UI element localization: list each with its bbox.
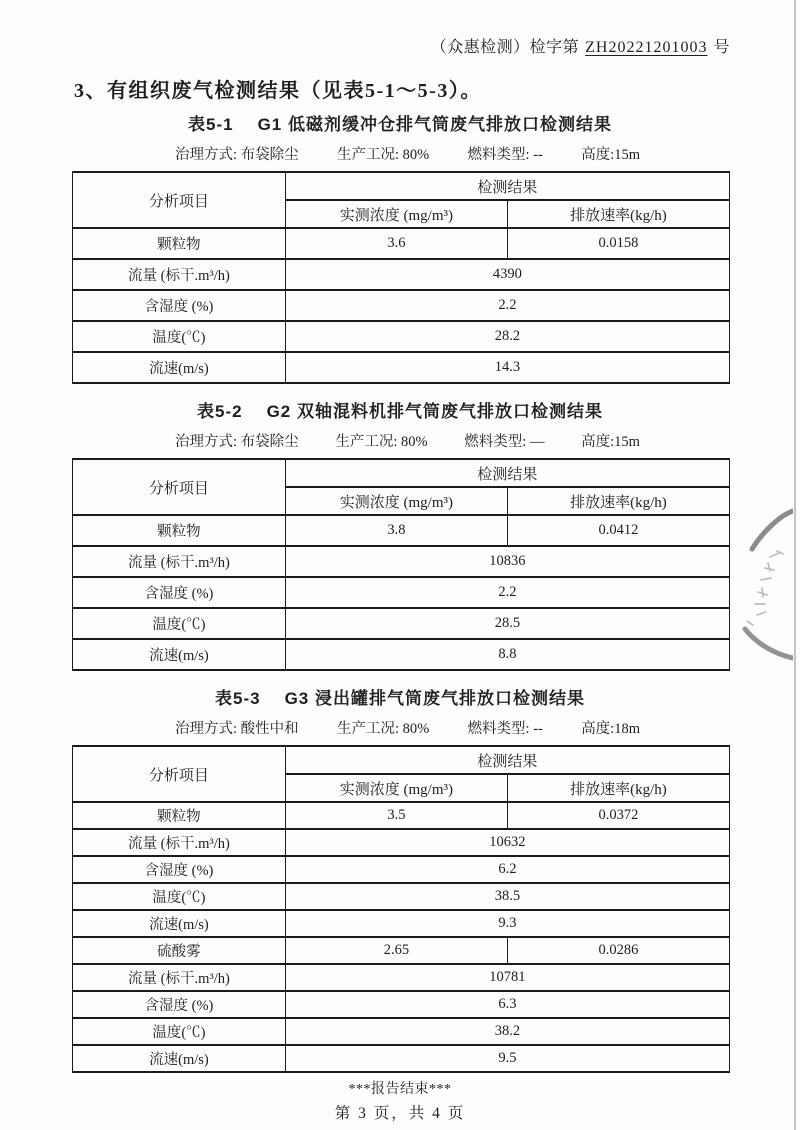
row-label: 流速(m/s) [73, 910, 286, 937]
table-row [73, 608, 730, 639]
row-value: 8.8 [285, 639, 729, 670]
table-5-3-title [0, 684, 800, 709]
row-label: 流速(m/s) [73, 352, 286, 383]
table-row [73, 802, 730, 829]
row-label: 流量 (标干.m³/h) [73, 546, 286, 577]
report-ref-suffix: 号 [713, 39, 730, 56]
row-value: 14.3 [285, 352, 729, 383]
col-header-result: 检测结果 [285, 172, 729, 200]
table-5-2-meta [175, 430, 640, 451]
table-title-number: 表5-1 [188, 115, 234, 134]
col-header-result: 检测结果 [285, 746, 729, 774]
row-value: 10632 [285, 829, 729, 856]
row-value: 2.2 [285, 577, 729, 608]
row-label: 流速(m/s) [73, 1045, 286, 1072]
table-5-1-block [0, 110, 800, 384]
table-header-row [73, 172, 730, 200]
table-row [73, 856, 730, 883]
row-label: 温度(℃) [73, 321, 286, 352]
row-value: 2.2 [285, 290, 729, 321]
row-label: 流速(m/s) [73, 639, 286, 670]
table-row [73, 259, 730, 290]
col-header-concentration: 实测浓度 (mg/m³) [285, 774, 507, 802]
row-value: 10836 [285, 546, 729, 577]
table-title-number: 表5-2 [197, 402, 243, 421]
table-title-text: G2 双轴混料机排气筒废气排放口检测结果 [266, 402, 603, 421]
table-row [73, 991, 730, 1018]
row-value: 2.65 [285, 937, 507, 964]
table-row [73, 639, 730, 670]
row-label: 含湿度 (%) [73, 856, 286, 883]
meta-height: 高度:15m [581, 434, 640, 450]
meta-treatment: 治理方式: 布袋除尘 [175, 147, 299, 163]
page-footer [0, 1078, 800, 1123]
row-value: 0.0286 [507, 937, 729, 964]
meta-height: 高度:15m [581, 147, 640, 163]
row-value: 6.2 [285, 856, 729, 883]
col-header-concentration: 实测浓度 (mg/m³) [285, 487, 507, 515]
table-5-2-title [0, 397, 800, 422]
monitoring-table-5-2 [72, 458, 730, 671]
table-5-1-title [0, 110, 800, 135]
table-row [73, 829, 730, 856]
table-title-text: G3 浸出罐排气筒废气排放口检测结果 [284, 689, 585, 708]
row-value: 3.5 [285, 802, 507, 829]
table-row [73, 1018, 730, 1045]
meta-condition: 生产工况: 80% [335, 434, 428, 450]
col-header-item: 分析项目 [73, 459, 286, 515]
table-row [73, 321, 730, 352]
col-header-concentration: 实测浓度 (mg/m³) [285, 200, 507, 228]
table-header-row [73, 459, 730, 487]
row-value: 38.5 [285, 883, 729, 910]
col-header-rate: 排放速率(kg/h) [507, 774, 729, 802]
section-title: 3、有组织废气检测结果（见表5-1～5-3）。 [74, 80, 482, 102]
meta-condition: 生产工况: 80% [336, 721, 430, 737]
row-label: 含湿度 (%) [73, 290, 286, 321]
page-number: 第 3 页，共 4 页 [334, 1105, 466, 1122]
table-row [73, 1045, 730, 1072]
col-header-item: 分析项目 [73, 746, 286, 802]
meta-treatment: 治理方式: 布袋除尘 [175, 434, 299, 450]
row-label: 硫酸雾 [73, 937, 286, 964]
table-row [73, 290, 730, 321]
meta-condition: 生产工况: 80% [336, 147, 430, 163]
row-label: 颗粒物 [73, 515, 286, 546]
col-header-item: 分析项目 [73, 172, 286, 228]
table-5-1-meta [175, 143, 640, 164]
table-5-3-meta [175, 717, 640, 738]
row-value: 28.5 [285, 608, 729, 639]
row-label: 温度(℃) [73, 1018, 286, 1045]
monitoring-table-5-1 [72, 171, 730, 384]
table-row [73, 546, 730, 577]
row-value: 3.8 [285, 515, 507, 546]
report-reference-line [0, 0, 800, 57]
row-label: 温度(℃) [73, 883, 286, 910]
col-header-rate: 排放速率(kg/h) [507, 487, 729, 515]
row-value: 6.3 [285, 991, 729, 1018]
table-title-text: G1 低磁剂缓冲仓排气筒废气排放口检测结果 [257, 115, 612, 134]
table-row [73, 910, 730, 937]
table-row [73, 883, 730, 910]
table-row [73, 515, 730, 546]
meta-fuel: 燃料类型: -- [467, 721, 543, 737]
monitoring-table-5-3 [72, 745, 730, 1073]
table-row [73, 577, 730, 608]
report-ref-number: ZH20221201003 [585, 39, 708, 56]
col-header-result: 检测结果 [285, 459, 729, 487]
row-label: 含湿度 (%) [73, 991, 286, 1018]
row-value: 0.0372 [507, 802, 729, 829]
row-label: 颗粒物 [73, 802, 286, 829]
row-value: 9.3 [285, 910, 729, 937]
meta-fuel: 燃料类型: -- [467, 147, 543, 163]
meta-fuel: 燃料类型: — [464, 434, 545, 450]
row-value: 38.2 [285, 1018, 729, 1045]
report-end-note: ***报告结束*** [348, 1082, 452, 1097]
row-value: 0.0158 [507, 228, 729, 259]
row-label: 颗粒物 [73, 228, 286, 259]
meta-height: 高度:18m [581, 721, 640, 737]
row-label: 流量 (标干.m³/h) [73, 259, 286, 290]
meta-treatment: 治理方式: 酸性中和 [175, 721, 299, 737]
table-row [73, 228, 730, 259]
table-5-2-block [0, 397, 800, 671]
table-5-3-block [0, 684, 800, 1073]
row-label: 流量 (标干.m³/h) [73, 829, 286, 856]
row-label: 含湿度 (%) [73, 577, 286, 608]
row-label: 流量 (标干.m³/h) [73, 964, 286, 991]
table-row [73, 937, 730, 964]
table-header-row [73, 746, 730, 774]
row-value: 0.0412 [507, 515, 729, 546]
row-value: 3.6 [285, 228, 507, 259]
row-value: 9.5 [285, 1045, 729, 1072]
row-label: 温度(℃) [73, 608, 286, 639]
report-ref-prefix: （众惠检测）检字第 [430, 39, 580, 56]
row-value: 4390 [285, 259, 729, 290]
scan-page-edge [794, 0, 796, 1130]
table-row [73, 964, 730, 991]
col-header-rate: 排放速率(kg/h) [507, 200, 729, 228]
row-value: 10781 [285, 964, 729, 991]
row-value: 28.2 [285, 321, 729, 352]
table-row [73, 352, 730, 383]
table-title-number: 表5-3 [215, 689, 261, 708]
